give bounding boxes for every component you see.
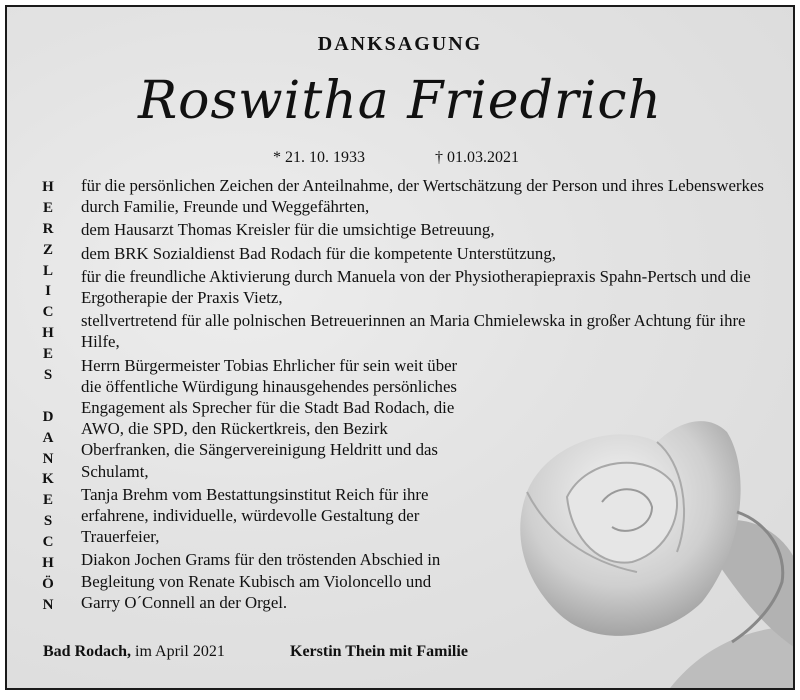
heading: DANKSAGUNG: [317, 33, 483, 55]
birth-date: * 21. 10. 1933: [273, 149, 365, 166]
side-letter: N: [42, 596, 54, 613]
side-letter: H: [42, 325, 54, 342]
obituary-card: [5, 5, 795, 690]
paragraph: Tanja Brehm vom Bestattungsinstitut Reich für ihre erfahrene, individuelle, würdevolle Gestaltung der Trauerfeier,: [81, 484, 429, 547]
side-letter: A: [42, 429, 54, 446]
side-letter: H: [42, 179, 54, 195]
side-letter: R: [42, 220, 54, 237]
side-letter: E: [42, 492, 53, 509]
paragraph: dem BRK Sozialdienst Bad Rodach für die kompetente Unterstützung,: [81, 243, 556, 263]
place-date: [43, 643, 225, 661]
paragraph: für die freundliche Aktivierung durch Manuela von der Physiotherapiepraxis Spahn-Pertsch und die Ergotherapie der Praxis Vietz,: [81, 266, 751, 308]
side-letter: Z: [42, 241, 53, 258]
date: im April 2021: [131, 643, 225, 660]
death-date: † 01.03.2021: [435, 149, 519, 166]
side-letter: E: [42, 199, 53, 216]
paragraph: Diakon Jochen Grams für den tröstenden Abschied in Begleitung von Renate Kubisch am Violoncello und Garry O´Connell an der Orgel.: [81, 550, 441, 612]
side-letter: H: [42, 555, 54, 572]
side-letter: L: [42, 262, 53, 279]
side-letter: N: [42, 450, 54, 467]
deceased-name: Roswitha Friedrich: [138, 71, 662, 131]
side-letter: C: [42, 304, 54, 321]
vertical-thanks: [33, 177, 63, 616]
paragraph: stellvertretend für alle polnischen Betreuerinnen an Maria Chmielewska in großer Achtung für ihre Hilfe,: [81, 311, 746, 352]
side-letter: I: [45, 283, 51, 300]
thanks-text: [81, 175, 781, 615]
side-letter: Ö: [42, 575, 54, 592]
signature: Kerstin Thein mit Familie: [290, 643, 468, 660]
place: Bad Rodach,: [43, 643, 132, 660]
side-letter: S: [43, 367, 53, 384]
paragraph: Herrn Bürgermeister Tobias Ehrlicher für sein weit über die öffentliche Würdigung hinausgehendes persönliches Engagement als Sprecher für die Stadt Bad Rodach, die AWO, die SPD, den Rückertkreis, den Bezirk Oberfranken, die Sängervereinigung Heldritt und das Schulamt,: [81, 355, 458, 481]
paragraph: für die persönlichen Zeichen der Anteilnahme, der Wertschätzung der Person und ihres Lebenswerkes durch Familie, Freunde und Weggefährten,: [81, 176, 764, 217]
side-letter: E: [42, 346, 53, 363]
side-letter: D: [42, 408, 54, 425]
side-letter: K: [42, 471, 54, 488]
paragraph: dem Hausarzt Thomas Kreisler für die umsichtige Betreuung,: [81, 220, 495, 240]
side-letter: C: [42, 534, 54, 551]
side-letter: S: [43, 513, 53, 530]
